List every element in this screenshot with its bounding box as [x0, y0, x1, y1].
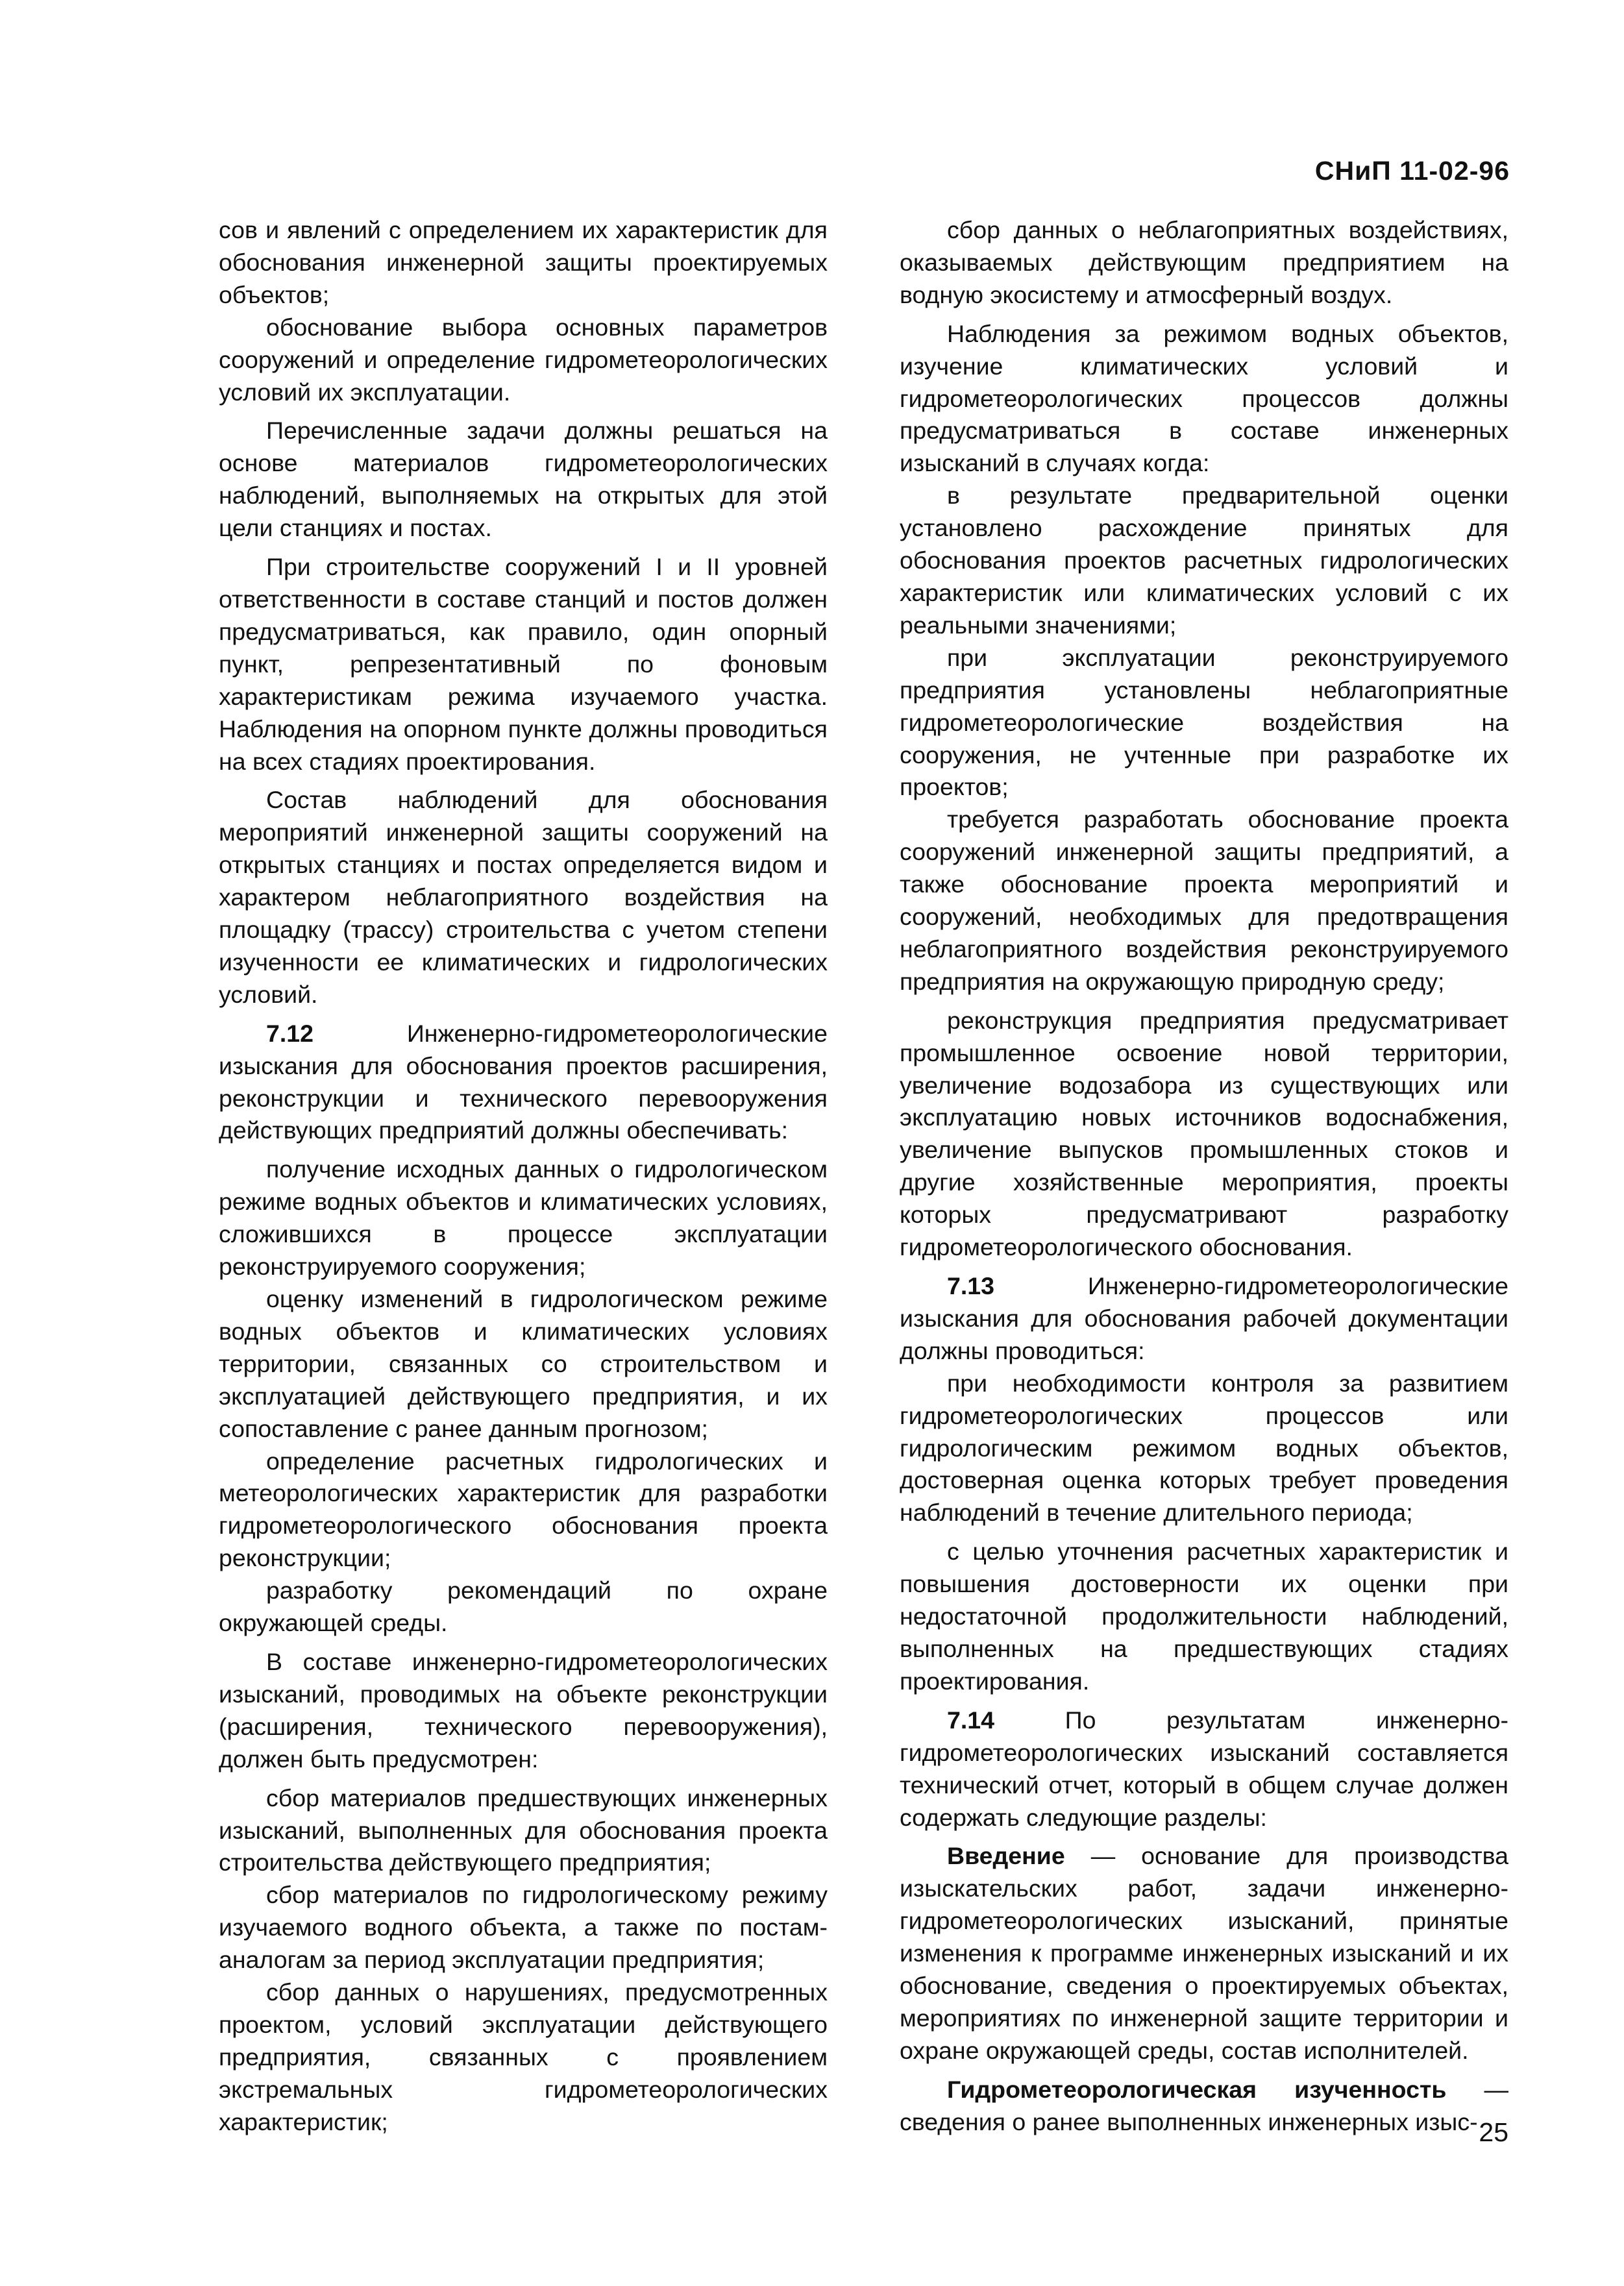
paragraph: В составе инженерно-гидрометеорологических изысканий, проводимых на объекте реконструкции (расширения, технического перевооружения), должен быть предусмотрен:: [219, 1647, 828, 1773]
section-introduction: [900, 1840, 1508, 2067]
right-column: [900, 214, 1508, 2139]
paragraph: сбор данных о нарушениях, предусмотренных проектом, условий эксплуатации действующего предприятия, связанных с проявлением экстремальных гидрометеорологических характеристик;: [219, 1978, 828, 2135]
paragraph: При строительстве сооружений I и II уровней ответственности в составе станций и постов должен предусматриваться, как правило, один опорный пункт, репрезентативный по фоновым характеристикам режима изучаемого участка. Наблюдения на опорном пункте должны проводиться на всех стадиях проектирования.: [219, 553, 828, 775]
paragraph: получение исходных данных о гидрологическом режиме водных объектов и климатических условиях, сложившихся в процессе эксплуатации реконструируемого сооружения;: [219, 1155, 828, 1281]
lead-term: Введение: [947, 1842, 1065, 1870]
paragraph: Состав наблюдений для обоснования мероприятий инженерной защиты сооружений на открытых станциях и постах определяется видом и характером неблагоприятного воздействия на площадку (трассу) строительства с учетом степени изученности ее климатических и гидрологических условий.: [219, 786, 828, 1008]
document-header: СНиП 11-02-96: [1314, 156, 1510, 186]
section-text: По результатам инженерно-гидрометеорологических изысканий составляется технический отчет, который в общем случае должен содержать следующие разделы:: [900, 1706, 1508, 1831]
section-7-13: [900, 1270, 1508, 1368]
section-text: Инженерно-гидрометеорологические изыскания для обоснования проектов расширения, реконструкции и технического перевооружения действующих предприятий должны обеспечивать:: [219, 1019, 828, 1144]
paragraph: сбор материалов предшествующих инженерных изысканий, выполненных для обоснования проекта строительства действующего предприятия;: [219, 1784, 828, 1876]
page-number: 25: [1479, 2117, 1508, 2147]
section-text: — основание для производства изыскательских работ, задачи инженерно-гидрометеорологических изысканий, принятые изменения к программе инженерных изысканий и их обоснование, сведения о проектируемых объектах, мероприятиях по инженерной защите территории и охране окружающей среды, состав исполнителей.: [900, 1842, 1509, 2064]
section-number: 7.14: [947, 1706, 994, 1734]
section-text: Инженерно-гидрометеорологические изыскания для обоснования рабочей документации должны проводиться:: [900, 1272, 1508, 1364]
paragraph: сбор материалов по гидрологическому режиму изучаемого водного объекта, а также по постам-аналогам за период эксплуатации предприятия;: [219, 1881, 828, 1974]
paragraph: в результате предварительной оценки установлено расхождение принятых для обоснования проектов расчетных гидрологических характеристик или климатических условий с их реальными значениями;: [900, 482, 1508, 639]
section-7-12: [219, 1018, 828, 1148]
paragraph: Перечисленные задачи должны решаться на основе материалов гидрометеорологических наблюдений, выполняемых на открытых для этой цели станциях и постах.: [219, 417, 828, 542]
paragraph: при необходимости контроля за развитием гидрометеорологических процессов или гидрологическим режимом водных объектов, достоверная оценка которых требует проведения наблюдений в течение длительного периода;: [900, 1369, 1508, 1527]
paragraph: сов и явлений с определением их характеристик для обоснования инженерной защиты проектируемых объектов;: [219, 216, 828, 308]
section-text: — сведения о ранее выполненных инженерных изыс-: [900, 2075, 1509, 2135]
paragraph: определение расчетных гидрологических и метеорологических характеристик для разработки гидрометеорологического обоснования проекта реконструкции;: [219, 1447, 828, 1572]
paragraph: с целью уточнения расчетных характеристик и повышения достоверности их оценки при недостаточной продолжительности наблюдений, выполненных на предшествующих стадиях проектирования.: [900, 1538, 1508, 1695]
paragraph: требуется разработать обоснование проекта сооружений инженерной защиты предприятий, а также обоснование проекта мероприятий и сооружений, необходимых для предотвращения неблагоприятного воздействия реконструируемого предприятия на окружающую природную среду;: [900, 805, 1508, 995]
section-number: 7.13: [947, 1272, 994, 1299]
paragraph: Наблюдения за режимом водных объектов, изучение климатических условий и гидрометеорологических процессов должны предусматриваться в составе инженерных изысканий в случаях когда:: [900, 319, 1508, 477]
paragraph: при эксплуатации реконструируемого предприятия установлены неблагоприятные гидрометеорологические воздействия на сооружения, не учтенные при разработке их проектов;: [900, 643, 1508, 801]
section-hydromet-study: [900, 2074, 1508, 2139]
left-column: [219, 214, 828, 2139]
lead-term: Гидрометеорологическая изученность: [947, 2075, 1447, 2103]
paragraph: разработку рекомендаций по охране окружающей среды.: [219, 1577, 828, 1637]
paragraph: реконструкция предприятия предусматривает промышленное освоение новой территории, увеличение водозабора из существующих или эксплуатацию новых источников водоснабжения, увеличение выпусков промышленных стоков и другие хозяйственные мероприятия, проекты которых предусматривают разработку гидрометеорологического обоснования.: [900, 1006, 1508, 1261]
paragraph: оценку изменений в гидрологическом режиме водных объектов и климатических условиях территории, связанных со строительством и эксплуатацией действующего предприятия, и их сопоставление с ранее данным прогнозом;: [219, 1285, 828, 1442]
section-7-14: [900, 1704, 1508, 1834]
paragraph: обоснование выбора основных параметров сооружений и определение гидрометеорологических условий их эксплуатации.: [219, 313, 828, 406]
section-number: 7.12: [266, 1019, 314, 1047]
paragraph: сбор данных о неблагоприятных воздействиях, оказываемых действующим предприятием на водную экосистему и атмосферный воздух.: [900, 216, 1508, 308]
